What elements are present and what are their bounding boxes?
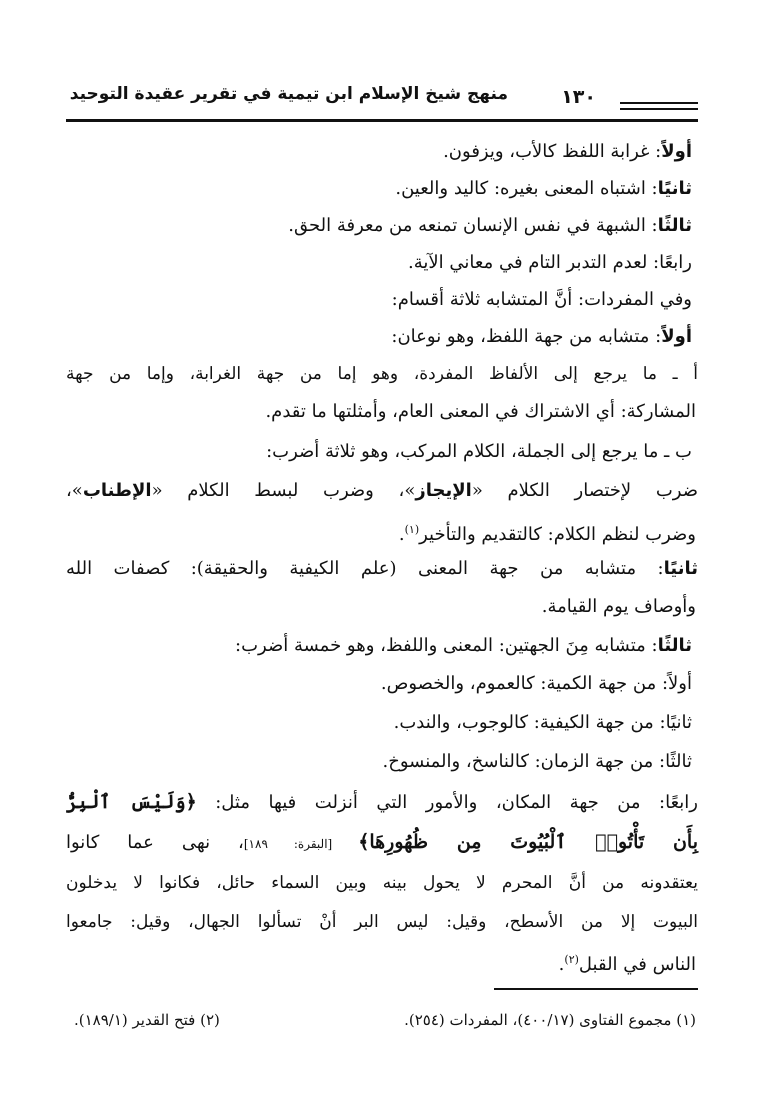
line-text: ثالثًا: من جهة الزمان: كالناسخ، والمنسوخ.: [382, 751, 692, 772]
line-text: ، نهى عما كانوا: [66, 832, 244, 853]
line-text: : اشتباه المعنى بغيره: كاليد والعين.: [395, 178, 658, 199]
footnote-reference: (٢): [564, 953, 579, 966]
enumeration-label: ثالثًا: [657, 215, 692, 236]
text-line: [266, 440, 692, 464]
text-line: [383, 750, 693, 774]
text-line: [399, 518, 696, 547]
text-line: [381, 672, 692, 696]
line-text: المشاركة: أي الاشتراك في المعنى العام، وأمثلتها ما تقدم.: [265, 401, 696, 422]
enumeration-label: أولاً: [661, 141, 692, 162]
text-line: [66, 830, 698, 856]
line-text-part: »، وضرب لبسط الكلام «: [151, 480, 416, 501]
text-line: [394, 711, 692, 735]
line-text-part: »،: [66, 480, 83, 501]
text-line: [288, 214, 692, 238]
text-line: [66, 790, 698, 815]
verse-reference: [البقرة: ١٨٩]: [243, 837, 359, 851]
term-ijaz: الإيجاز: [415, 480, 472, 501]
quran-verse: بِأَن تَأْتُوا۟ ٱلْبُيُوتَ مِن ظُهُورِهَا﴾: [358, 831, 698, 853]
line-text-part: ضرب لإختصار الكلام «: [471, 480, 698, 501]
text-line: [265, 400, 696, 424]
text-line: [235, 634, 692, 658]
header-ornament-line: [620, 102, 698, 104]
line-text: أ ـ ما يرجع إلى الألفاظ المفردة، وهو إما من جهة الغرابة، وإما من جهة: [66, 364, 698, 384]
line-text: وأوصاف يوم القيامة.: [541, 596, 696, 617]
line-text: يعتقدونه من أنَّ المحرم لا يحول بينه وبين السماء حائل، فكانوا لا يدخلون: [66, 873, 698, 893]
quran-verse: ﴿وَلَيْسَ ٱلْبِرُّ: [66, 791, 197, 813]
line-text: : الشبهة في نفس الإنسان تمنعه من معرفة الحق.: [288, 215, 658, 236]
footnote-reference: (١): [404, 523, 420, 536]
text-line: [391, 325, 692, 349]
text-line: [392, 288, 692, 312]
line-text: ثانيًا: من جهة الكيفية: كالوجوب، والندب.: [393, 712, 692, 733]
enumeration-label: أولاً: [661, 326, 692, 347]
line-text: أولاً: من جهة الكمية: كالعموم، والخصوص.: [380, 673, 692, 694]
term-itnab: الإطناب: [82, 480, 152, 501]
text-line: [395, 177, 692, 201]
header-ornament-line: [620, 108, 698, 110]
footnote-2: (٢) فتح القدير (١٨٩/١).: [74, 1011, 220, 1029]
header-rule: [66, 119, 698, 122]
text-line: [542, 595, 696, 619]
text-line: [66, 479, 698, 503]
page-number: ١٣٠: [561, 86, 596, 108]
text-line: [66, 362, 698, 386]
line-text: البيوت إلا من الأسطح، وقيل: ليس البر أنْ تسألوا الجهال، وقيل: جامعوا: [66, 912, 699, 932]
line-text: : متشابه من جهة اللفظ، وهو نوعان:: [391, 326, 662, 347]
footnote-1: (١) مجموع الفتاوى (٤٠٠/١٧)، المفردات (٢٥٤).: [404, 1011, 696, 1029]
text-line: [66, 557, 698, 581]
line-text-end: .: [558, 954, 565, 975]
line-text: : متشابه من جهة المعنى (علم الكيفية والحقيقة): كصفات الله: [66, 558, 664, 579]
line-text: رابعًا: من جهة المكان، والأمور التي أنزلت فيها مثل:: [196, 792, 698, 813]
text-line: [66, 910, 698, 934]
line-text: : متشابه مِنَ الجهتين: المعنى واللفظ، وهو خمسة أضرب:: [235, 635, 658, 656]
line-text-end: .: [398, 524, 405, 545]
footnote-rule: [494, 988, 698, 990]
text-line: [408, 251, 692, 275]
text-line: [66, 871, 698, 895]
text-line: [443, 140, 692, 164]
line-text: وفي المفردات: أنَّ المتشابه ثلاثة أقسام:: [391, 289, 692, 310]
enumeration-label: ثالثًا: [657, 635, 692, 656]
line-text: الناس في القبل: [578, 954, 696, 975]
line-text: رابعًا: لعدم التدبر التام في معاني الآية.: [408, 252, 692, 273]
enumeration-label: ثانيًا: [663, 558, 698, 579]
line-text: ب ـ ما يرجع إلى الجملة، الكلام المركب، وهو ثلاثة أضرب:: [266, 441, 692, 462]
line-text: : غرابة اللفظ كالأب، ويزفون.: [443, 141, 662, 162]
text-line: [559, 948, 696, 977]
running-title: منهج شيخ الإسلام ابن تيمية في تقرير عقيدة التوحيد: [69, 84, 508, 104]
line-text: وضرب لنظم الكلام: كالتقديم والتأخير: [419, 524, 696, 545]
enumeration-label: ثانيًا: [657, 178, 692, 199]
